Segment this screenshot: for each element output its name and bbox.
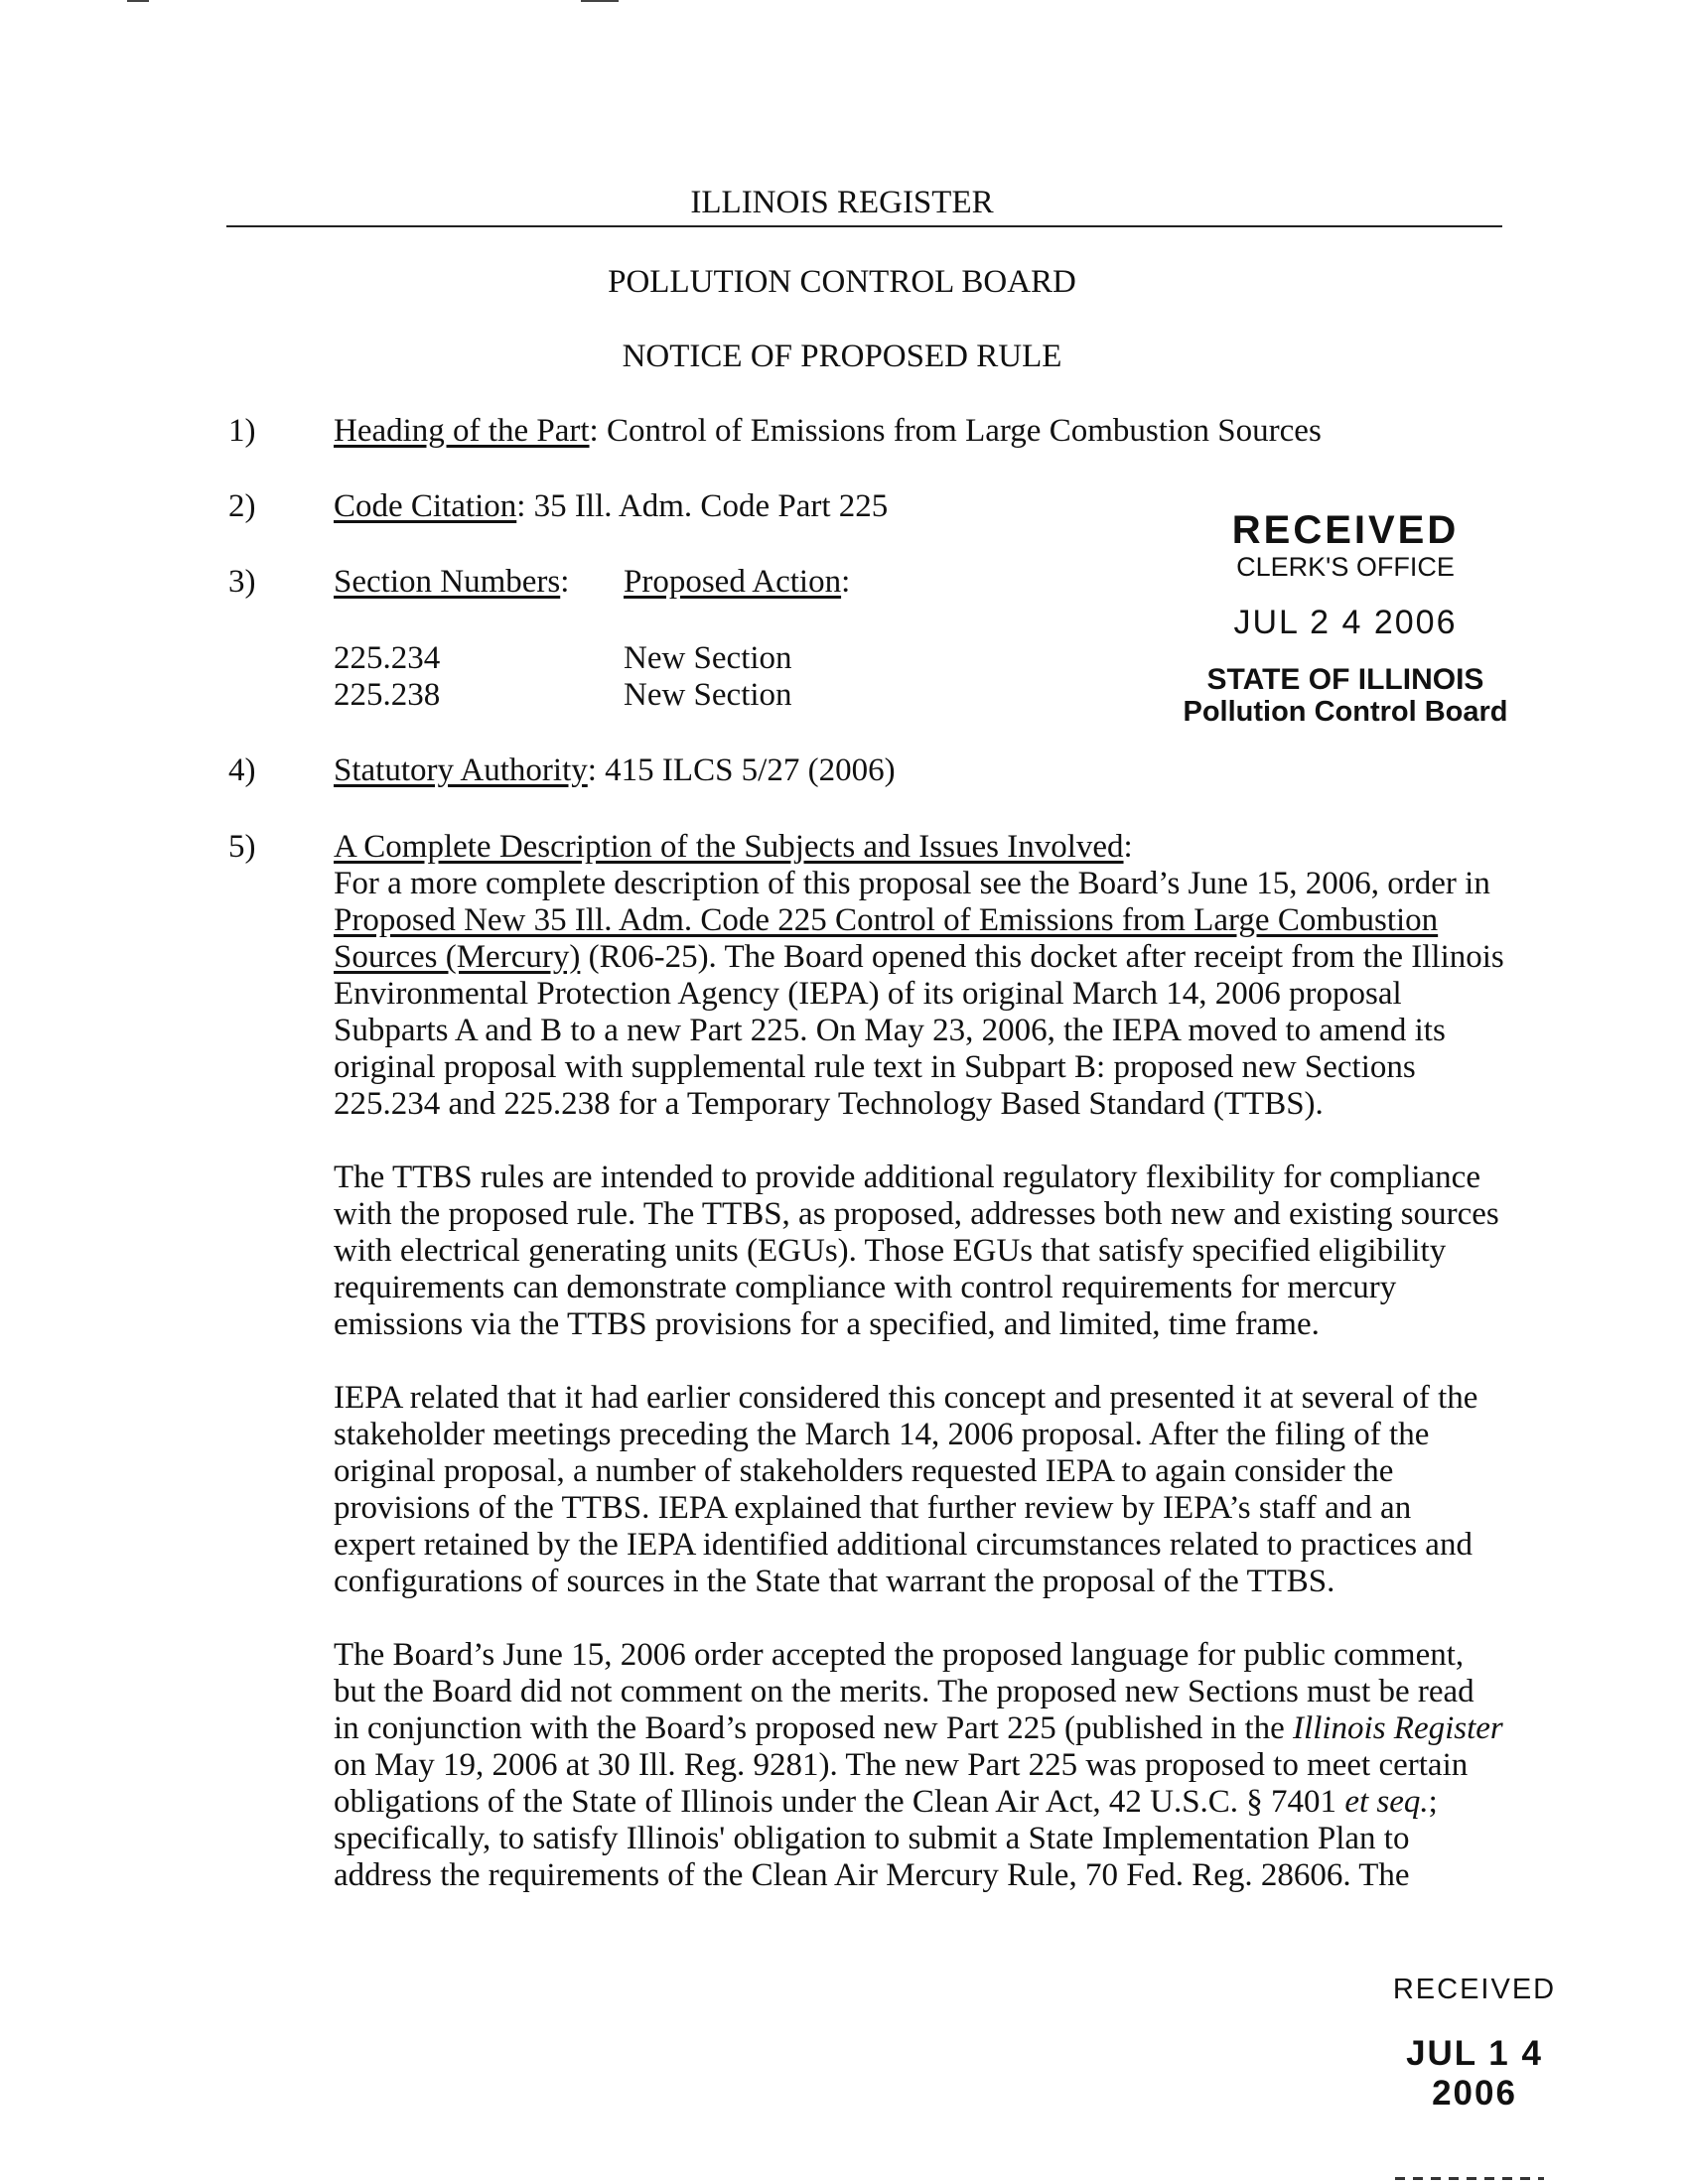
item-number: 2) (228, 488, 256, 524)
paragraph: For a more complete description of this proposal see the Board’s June 15, 2006, order in Proposed New 35 Ill. Adm. Code 225 Control of Emissions from Large Combustion Sources (Mercury) (R06-25). The Board opened this docket after receipt from the Illinois Environmental Protection Agency (IEPA) of its original March 14, 2006 proposal Subparts A and B to a new Part 225. On May 23, 2006, the IEPA moved to amend its original proposal with supplemental rule text in Subpart B: proposed new Sections 225.234 and 225.238 for a Temporary Technology Based Standard (TTBS). (334, 866, 1504, 1122)
item-number: 5) (228, 829, 256, 865)
action-label: Proposed Action (624, 564, 842, 600)
stamp-office: CLERK'S OFFICE (1236, 552, 1455, 582)
proposed-action-header: Proposed Action: (624, 564, 851, 600)
item-label: Statutory Authority (334, 752, 588, 788)
stamp-date: JUL 2 4 2006 (1233, 604, 1458, 641)
stamp-date: JUL 1 4 2006 (1406, 2034, 1543, 2113)
item-statutory-authority: Statutory Authority: 415 ILCS 5/27 (2006) (334, 752, 896, 788)
stamp-board: Pollution Control Board (1183, 696, 1508, 728)
scan-artifact (127, 0, 149, 2)
item-number: 4) (228, 752, 256, 788)
section-numbers-header: Section Numbers: (334, 564, 570, 600)
item-label: Code Citation (334, 488, 517, 524)
section-action: New Section (624, 677, 792, 713)
stamp-state: STATE OF ILLINOIS (1206, 663, 1484, 696)
received-stamp-bottom (1370, 1974, 1579, 2114)
item-value: Control of Emissions from Large Combustion Sources (606, 413, 1322, 449)
received-stamp (1182, 508, 1509, 728)
paragraph: The Board’s June 15, 2006 order accepted the proposed language for public comment, but the Board did not comment on the merits. The proposed new Sections must be read in conjunction with the Board’s proposed new Part 225 (published in the Illinois Register on May 19, 2006 at 30 Ill. Reg. 9281). The new Part 225 was proposed to meet certain obligations of the State of Illinois under the Clean Air Act, 42 U.S.C. § 7401 et seq.; specifically, to satisfy Illinois' obligation to submit a State Implementation Plan to address the requirements of the Clean Air Mercury Rule, 70 Fed. Reg. 28606. The (334, 1637, 1503, 1893)
item-heading-of-part: Heading of the Part: Control of Emissions from Large Combustion Sources (334, 413, 1322, 449)
notice-title: NOTICE OF PROPOSED RULE (622, 339, 1062, 374)
stamp-received: RECEIVED (1392, 1974, 1557, 2005)
paragraph: IEPA related that it had earlier considered this concept and presented it at several of the stakeholder meetings preceding the March 14, 2006 proposal. After the filing of the original proposal, a number of stakeholders requested IEPA to again consider the provisions of the TTBS. IEPA explained that further review by IEPA’s staff and an expert retained by the IEPA identified additional circumstances related to practices and configurations of sources in the State that warrant the proposal of the TTBS. (334, 1380, 1478, 1599)
item-value: 35 Ill. Adm. Code Part 225 (533, 488, 889, 524)
section-action: New Section (624, 640, 792, 676)
stamp-received: RECEIVED (1231, 508, 1460, 552)
item-number: 3) (228, 564, 256, 600)
item-number: 1) (228, 413, 256, 449)
register-title: ILLINOIS REGISTER (690, 185, 994, 220)
description-heading: A Complete Description of the Subjects and Issues Involved: (334, 829, 1133, 865)
item-label: Heading of the Part (334, 413, 590, 449)
agency-title: POLLUTION CONTROL BOARD (608, 264, 1076, 300)
scan-artifact (1395, 2177, 1544, 2180)
description-section (334, 829, 1505, 1931)
section-number: 225.238 (334, 677, 441, 713)
section-number: 225.234 (334, 640, 441, 676)
item-value: 415 ILCS 5/27 (2006) (605, 752, 896, 788)
item-code-citation: Code Citation: 35 Ill. Adm. Code Part 225 (334, 488, 889, 524)
paragraph: The TTBS rules are intended to provide additional regulatory flexibility for compliance with the proposed rule. The TTBS, as proposed, addresses both new and existing sources with electrical generating units (EGUs). Those EGUs that satisfy specified eligibility requirements can demonstrate compliance with control requirements for mercury emissions via the TTBS provisions for a specified, and limited, time frame. (334, 1160, 1499, 1342)
item-label: Section Numbers (334, 564, 561, 600)
scan-artifact (581, 0, 619, 2)
header-rule (226, 225, 1502, 227)
